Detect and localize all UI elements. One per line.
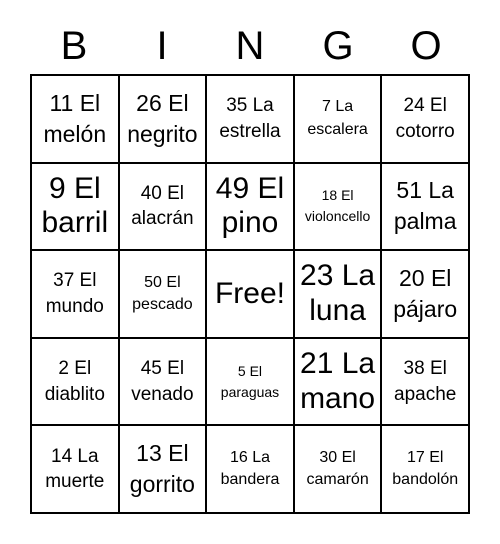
bingo-cell[interactable] [294, 425, 382, 513]
header-letter-b: B [60, 23, 88, 68]
bingo-cell-label: Free! [214, 276, 285, 310]
header-letter-n: N [235, 23, 265, 68]
bingo-cell-label: 50 El pescado [132, 273, 193, 313]
header-letter-g: G [322, 23, 354, 68]
bingo-cell-label: 5 El paraguas [220, 362, 280, 400]
bingo-cell[interactable] [381, 75, 469, 163]
bingo-cell-label: 37 El mundo [45, 270, 104, 317]
bingo-cell[interactable] [294, 338, 382, 426]
bingo-cell[interactable] [381, 425, 469, 513]
bingo-cell[interactable] [206, 163, 294, 251]
bingo-cell[interactable] [119, 163, 207, 251]
bingo-cell-label: 51 La palma [393, 177, 457, 235]
bingo-cell[interactable] [294, 75, 382, 163]
bingo-cell-label: 9 El barril [41, 171, 109, 240]
bingo-cell[interactable] [381, 338, 469, 426]
bingo-cell-label: 16 La bandera [220, 448, 280, 489]
bingo-cell-label: 17 El bandolón [392, 448, 459, 489]
bingo-cell-label: 2 El diablito [44, 357, 105, 405]
bingo-header [30, 18, 470, 74]
bingo-cell-label: 11 El melón [43, 89, 107, 147]
bingo-cell[interactable] [206, 250, 294, 338]
bingo-cell[interactable] [294, 250, 382, 338]
bingo-cell[interactable] [206, 75, 294, 163]
header-letter-i: I [156, 23, 168, 68]
bingo-cell[interactable] [381, 163, 469, 251]
bingo-cell-label: 45 El venado [131, 357, 194, 405]
bingo-cell-label: 40 El alacrán [131, 182, 194, 230]
bingo-cell-label: 23 La luna [300, 259, 376, 327]
bingo-cell[interactable] [119, 250, 207, 338]
bingo-card-grid [30, 74, 470, 514]
bingo-cell-label: 21 La mano [300, 347, 376, 415]
bingo-cell-label: 7 La escalera [307, 98, 368, 138]
bingo-cell[interactable] [31, 338, 119, 426]
bingo-cell-label: 24 El cotorro [395, 95, 455, 142]
bingo-cell-label: 13 El gorrito [129, 440, 195, 498]
bingo-cell[interactable] [294, 163, 382, 251]
bingo-cell[interactable] [119, 75, 207, 163]
bingo-cell[interactable] [206, 338, 294, 426]
bingo-cell[interactable] [31, 425, 119, 513]
header-letter-o: O [410, 23, 442, 68]
bingo-cell-label: 38 El apache [394, 357, 457, 405]
bingo-cell-label: 20 El pájaro [393, 264, 458, 322]
bingo-cell[interactable] [206, 425, 294, 513]
bingo-cell[interactable] [31, 250, 119, 338]
bingo-cell[interactable] [119, 338, 207, 426]
bingo-cell-label: 49 El pino [215, 171, 285, 240]
bingo-cell[interactable] [31, 75, 119, 163]
bingo-cell[interactable] [31, 163, 119, 251]
bingo-cell-label: 14 La muerte [45, 445, 105, 493]
bingo-cell[interactable] [381, 250, 469, 338]
bingo-cell-label: 30 El camarón [306, 448, 369, 489]
bingo-cell[interactable] [119, 425, 207, 513]
bingo-cell-label: 35 La estrella [219, 95, 281, 142]
bingo-cell-label: 18 El violoncello [304, 187, 371, 225]
bingo-cell-label: 26 El negrito [127, 89, 198, 147]
